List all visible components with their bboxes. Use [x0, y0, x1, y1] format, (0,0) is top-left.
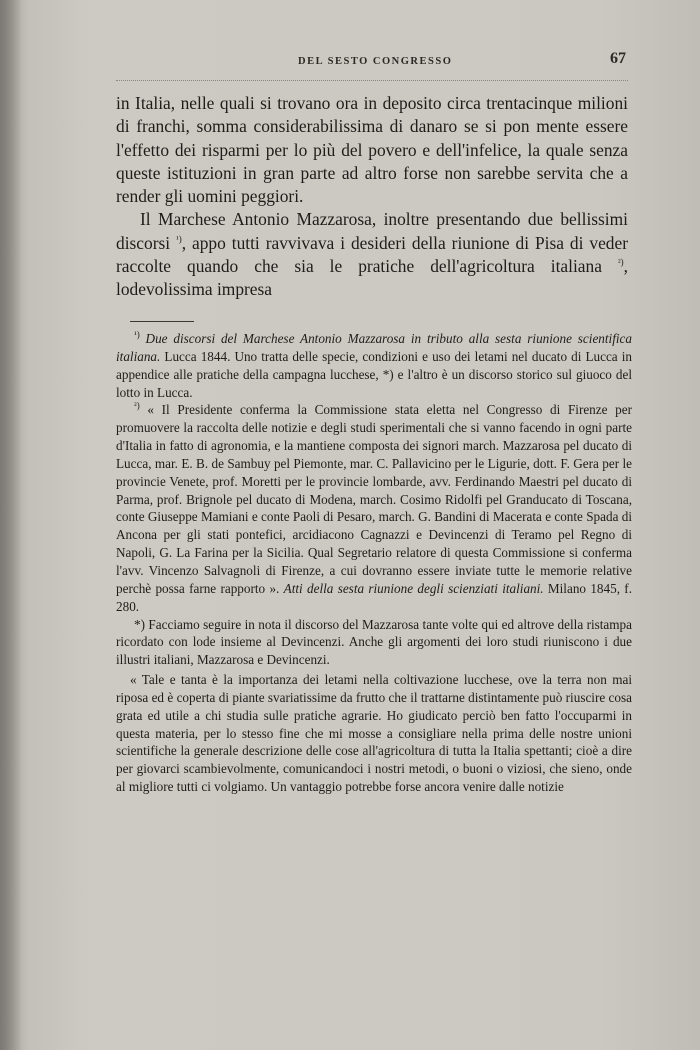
footnote-2-source: Atti della sesta riunione degli scienziati italiani.: [283, 580, 544, 596]
header-rule: [116, 80, 628, 81]
footnote-1-title: Due discorsi del Marchese Antonio Mazzarosa in tributo alla sesta riunione scientifica italiana.: [116, 331, 632, 364]
footnote-2-tail: Milano 1845, f. 280.: [116, 580, 632, 614]
footnote-3-text: Facciamo seguire in nota il discorso del Mazzarosa tante volte qui ed altrove della ristampa ricordato con lode insieme al Devincenzi. Anche gli argomenti dei loro studi riuniscono i due illustri italiani, Mazzarosa e Devincenzi.: [116, 616, 632, 668]
footnote-1-mark: ¹): [134, 329, 140, 340]
footnote-ref-2: ²): [617, 257, 624, 268]
page-header: [108, 50, 628, 72]
footnote-rule: [130, 321, 194, 322]
paragraph-2-part-c: , lodevolissima impresa: [116, 256, 628, 300]
footnote-ref-1: ¹): [176, 233, 182, 244]
footnote-3-mark: *): [134, 616, 145, 632]
running-title: DEL SESTO CONGRESSO: [298, 56, 453, 67]
text-block: [108, 34, 668, 1034]
footnote-2-mark: ²): [134, 400, 140, 411]
page-number: 67: [610, 50, 626, 67]
footnote-1-text: Lucca 1844. Uno tratta delle specie, condizioni e uso dei letami nel ducato di Lucca in appendice alle pratiche della campagna lucchese, *) e l'altro è un discorso storico sul giuoco del lotto in Lucca.: [116, 348, 632, 400]
paragraph-1: in Italia, nelle quali si trovano ora in deposito circa trentacinque milioni di franchi, somma considerabilissima di danaro se si pon mente essere l'effetto dei risparmi per lo più del povero e dell'infelice, la quale senza queste istituzioni in gran parte ad altro forse non sarebbe servita che a render gli uomini peggiori.: [116, 93, 628, 207]
main-text: [116, 92, 628, 302]
footnote-2-text: « Il Presidente conferma la Commissione stata eletta nel Congresso di Firenze per promuovere la raccolta delle notizie e degli studi sperimentali che si vanno facendo in ogni parte d'Italia in fatto di agronomia, e la mantiene composta dei signori march. Mazzarosa pel ducato di Lucca, mar. E. B. de Sambuy pel Piemonte, mar. C. Pallavicino per le Ligurie, dott. F. Gera per le provincie Venete, prof. Moretti per le provincie lombarde, avv. Ferdinando Maestri pel ducato di Parma, prof. Brignole pel ducato di Modena, march. Cosimo Ridolfi pel Granducato di Toscana, conte Giuseppe Mamiani e conte Paoli di Pesaro, march. G. Bandini di Macerata e conte Spada di Ancona per gli stati pontefici, arcidiacono Cagnazzi e Devincenzi di Teramo pel Regno di Napoli, G. La Farina per la Sicilia. Qual Segretario relatore di questa Commissione si conferma l'avv. Vincenzo Salvagnoli di Firenze, a cui dovranno essere inviate tutte le memorie relative perchè possa farne rapporto ».: [116, 402, 632, 596]
paragraph-2-part-b: , appo tutti ravvivava i desideri della riunione di Pisa di veder raccolte quando che sia le pratiche dell'agricoltura italiana: [116, 232, 628, 277]
footnote-2: [116, 401, 632, 615]
gutter-shadow: [0, 0, 22, 1050]
quoted-discourse: « Tale e tanta è la importanza dei letami nella coltivazione lucchese, ove la terra non mai riposa ed è coperta di piante svariatissime da frutto che il trattarne distintamente può riuscire cosa grata ed utile a chi studia sulle pratiche agrarie. Ho giudicato perciò ben fatto l'occuparmi in questa materia, per lo stesso fine che mi mosse a consigliare nella prima delle nostre unioni scientifiche la generale descrizione delle cose all'agricoltura di tutta la Italia spettanti; cioè a dire per giovarci scambievolmente, comunicandoci i nostri metodi, o buoni o viziosi, che sieno, onde al migliore tutti ci volgiamo. Un vantaggio potrebbe forse ancora venire dalle notizie: [116, 672, 632, 795]
paragraph-2: [116, 208, 628, 301]
footnote-1: [116, 330, 632, 401]
footnotes: [116, 330, 632, 796]
footnote-3: [116, 616, 632, 670]
paragraph-2-part-a: Il Marchese Antonio Mazzarosa, inoltre presentando due bellissimi discorsi: [116, 209, 628, 253]
